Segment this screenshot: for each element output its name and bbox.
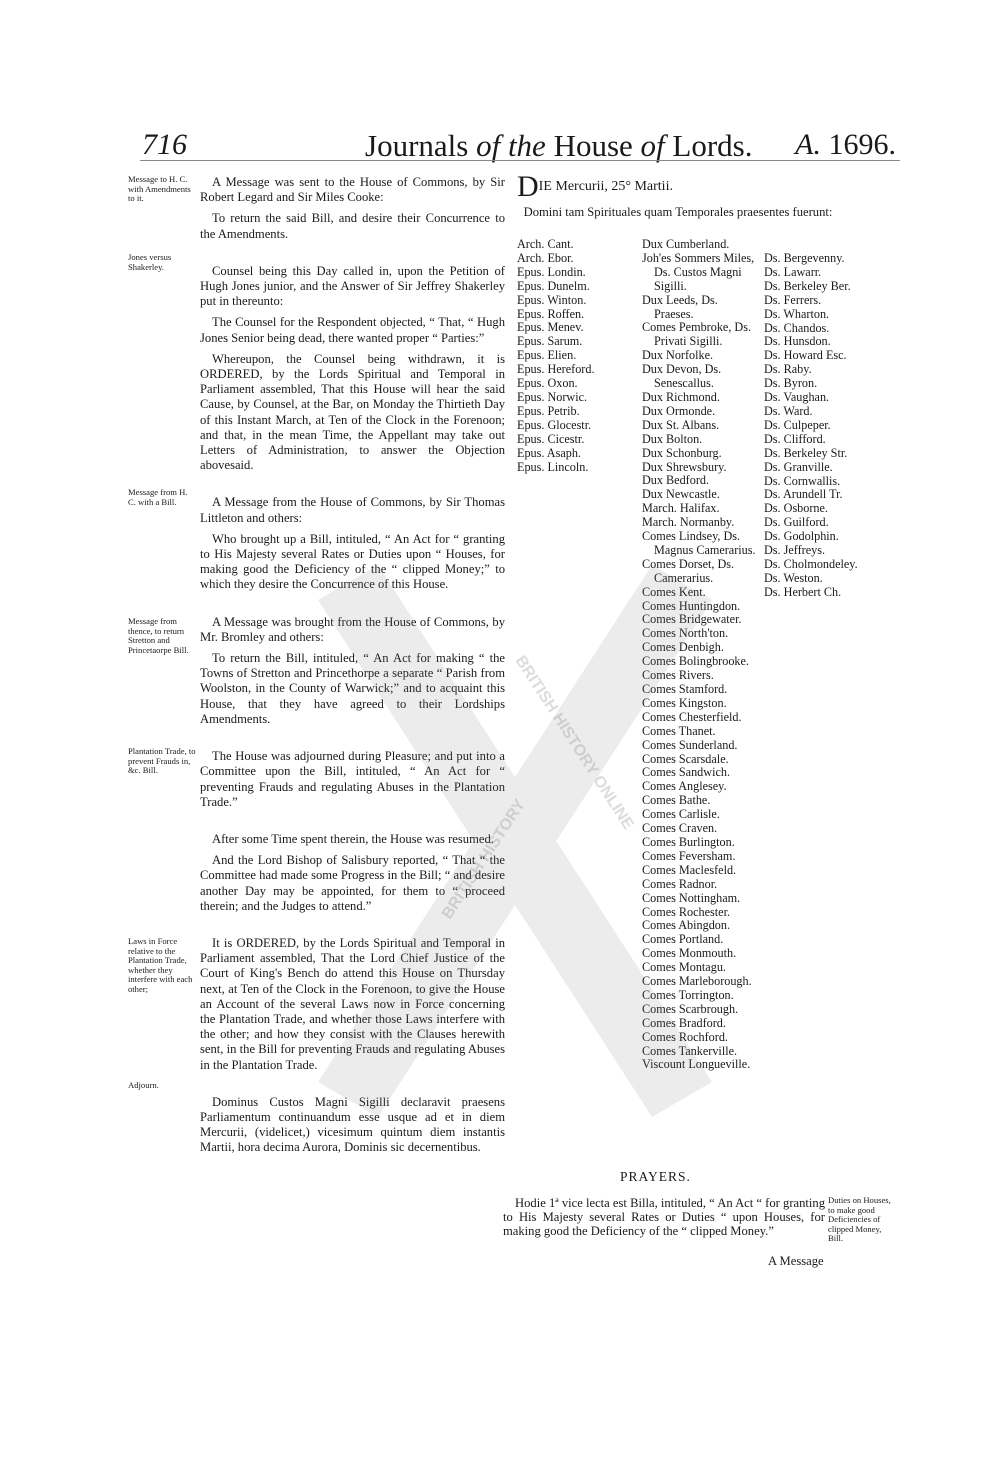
name-entry: Comes Radnor. bbox=[642, 876, 718, 891]
name-entry: Dux Cumberland. bbox=[642, 237, 730, 251]
name-entry: Ds. Godolphin. bbox=[764, 529, 839, 544]
name-entry: Comes Bolingbrooke. bbox=[642, 654, 749, 669]
name-entry: Ds. Clifford. bbox=[764, 431, 826, 446]
name-entry: Dux St. Albans. bbox=[642, 417, 720, 432]
name-entry: Comes Carlisle. bbox=[642, 807, 720, 822]
paragraph: And the Lord Bishop of Salisbury reported, “ That “ the Committee had made some Progress in the Bill; “ and desire another Day may be appointed, for them to “ proceed therein; and the Judges to attend.” bbox=[200, 853, 505, 913]
margin-note: Plantation Trade, to prevent Frauds in, &c. Bill. bbox=[128, 746, 196, 775]
barons-column bbox=[764, 252, 858, 600]
name-entry: Ds. Herbert Ch. bbox=[764, 584, 842, 599]
name-entry: Comes Montagu. bbox=[642, 960, 726, 975]
name-entry: Ds. Chandos. bbox=[764, 320, 830, 335]
name-entry: Comes Rochester. bbox=[642, 904, 731, 919]
name-entry: Ds. Raby. bbox=[764, 362, 812, 377]
name-entry: Ds. Custos Magni bbox=[654, 264, 742, 279]
page-header bbox=[0, 128, 992, 178]
name-entry: Ds. Jeffreys. bbox=[764, 543, 826, 558]
name-entry: Dux Norfolke. bbox=[642, 348, 714, 363]
name-entry: Magnus Camerarius. bbox=[654, 542, 756, 557]
paragraph: Who brought up a Bill, intituled, “ An Act for “ granting to His Majesty several Rates or Duties upon “ Houses, for making good the Deficiency of the “ clipped Money;” to which they desire the Concurrence of this House. bbox=[200, 531, 505, 592]
name-entry: Comes Burlington. bbox=[642, 834, 735, 849]
paragraph: A Message was sent to the House of Commons, by Sir Robert Legard and Sir Miles Cooke: bbox=[200, 175, 505, 205]
name-entry: Epus. Asaph. bbox=[517, 445, 581, 460]
paragraph: It is ORDERED, by the Lords Spiritual and Temporal in Parliament assembled, That the Lord Chief Justice of the Court of King's Bench do attend this House on Thursday next, at Ten of the Clock in the Forenoon, to give the House an Account of the several Laws now in Force concerning the Plantation Trade, and whether those Laws interfere with the other; and how they consist with the Clauses herewith sent, in the Bill for preventing Frauds and regulating Abuses in the Plantation Trade. bbox=[200, 935, 505, 1072]
name-entry: Comes Anglesey. bbox=[642, 779, 727, 794]
name-entry: Praeses. bbox=[654, 306, 694, 321]
paragraph: To return the Bill, intituled, “ An Act for making “ the Towns of Stretton and Princethorpe a separate “ Parish from Woolston, in the County of Warwick;” and to acquaint this House, that they have agreed to their Lordships Amendments. bbox=[200, 651, 505, 726]
name-entry: Ds. Wharton. bbox=[764, 306, 830, 321]
name-entry: Comes Thanet. bbox=[642, 723, 716, 738]
name-entry: Epus. Petrib. bbox=[517, 403, 580, 418]
margin-note: Message from H. C. with a Bill. bbox=[128, 487, 188, 507]
paragraph: The House was adjourned during Pleasure; and put into a Committee upon the Bill, intituled, “ An Act for “ preventing Frauds and regulating Abuses in the Plantation Trade.” bbox=[200, 749, 505, 809]
paragraph: A Message was brought from the House of Commons, by Mr. Bromley and others: bbox=[200, 614, 505, 644]
name-entry: Comes Sunderland. bbox=[642, 737, 738, 752]
name-entry: Dux Newcastle. bbox=[642, 487, 720, 502]
name-entry: Comes Marleborough. bbox=[642, 974, 752, 989]
hodie-paragraph: Hodie 1ª vice lecta est Billa, intituled, “ An Act “ for granting to His Majesty several Rates or Duties “ upon Houses, for making good the Deficiency of the “ clipped Money.” bbox=[503, 1196, 825, 1239]
name-entry: Ds. Hunsdon. bbox=[764, 334, 831, 349]
name-entry: Comes North'ton. bbox=[642, 626, 729, 641]
name-entry: Dux Bolton. bbox=[642, 431, 703, 446]
name-entry: Ds. Granville. bbox=[764, 459, 833, 474]
name-entry: Dux Devon, Ds. bbox=[642, 362, 722, 377]
name-entry: Epus. Winton. bbox=[517, 292, 587, 307]
paragraph: After some Time spent therein, the House was resumed. bbox=[212, 831, 494, 846]
name-entry: Comes Chesterfield. bbox=[642, 709, 742, 724]
prayers-heading: PRAYERS. bbox=[620, 1169, 691, 1184]
name-entry: Ds. Berkeley Ber. bbox=[764, 278, 851, 293]
name-entry: Ds. Howard Esc. bbox=[764, 348, 847, 363]
paragraph: Whereupon, the Counsel being withdrawn, it is ORDERED, by the Lords Spiritual and Temporal in Parliament assembled, That this House will hear the said Cause, by Counsel, at the Bar, on Monday the Thirtieth Day of this Instant March, at Ten of the Clock in the Forenoon; and that, in the mean Time, the Appellant may take out Letters of Administration, to answer the Objection abovesaid. bbox=[200, 351, 505, 473]
name-entry: Arch. Ebor. bbox=[517, 250, 574, 265]
name-entry: Epus. Oxon. bbox=[517, 376, 578, 391]
name-entry: Dux Shrewsbury. bbox=[642, 459, 727, 474]
name-entry: Comes Bathe. bbox=[642, 793, 711, 808]
name-entry: Comes Kent. bbox=[642, 584, 706, 599]
paragraph: Dominus Custos Magni Sigilli declaravit praesens Parliamentum continuandum esse usque ad et in diem Mercurii, (videlicet,) vicesimum quintum diem instantis Martii, hora decima Aurora, Dominis sic decernentibus. bbox=[200, 1094, 505, 1155]
name-entry: Comes Scarbrough. bbox=[642, 1001, 739, 1016]
name-entry: Epus. Cicestr. bbox=[517, 431, 585, 446]
name-entry: Comes Lindsey, Ds. bbox=[642, 529, 741, 544]
name-entry: Senescallus. bbox=[654, 376, 714, 391]
name-entry: Comes Craven. bbox=[642, 821, 718, 836]
name-entry: Comes Nottingham. bbox=[642, 890, 741, 905]
name-entry: Ds. Bergevenny. bbox=[764, 251, 845, 265]
name-entry: Ds. Vaughan. bbox=[764, 390, 830, 405]
name-entry: Dux Bedford. bbox=[642, 473, 710, 488]
name-entry: Comes Monmouth. bbox=[642, 946, 737, 961]
name-entry: Epus. Elien. bbox=[517, 348, 577, 363]
year: A. 1696. bbox=[795, 128, 896, 161]
name-entry: Ds. Culpeper. bbox=[764, 417, 831, 432]
paragraph: A Message from the House of Commons, by Sir Thomas Littleton and others: bbox=[200, 495, 505, 525]
name-entry: Camerarius. bbox=[654, 570, 714, 585]
name-entry: Comes Sandwich. bbox=[642, 765, 731, 780]
paragraph: To return the said Bill, and desire their Concurrence to the Amendments. bbox=[200, 211, 505, 241]
right-margin-note: Duties on Houses, to make good Deficiencies of clipped Money, Bill. bbox=[828, 1195, 891, 1243]
name-entry: Ds. Lawarr. bbox=[764, 264, 822, 279]
margin-note: Laws in Force relative to the Plantation Trade, whether they interfere with each other; bbox=[128, 936, 193, 994]
dukes-earls-column bbox=[642, 238, 756, 1072]
name-entry: Epus. Roffen. bbox=[517, 306, 585, 321]
name-entry: Sigilli. bbox=[654, 278, 687, 293]
name-entry: Dux Leeds, Ds. bbox=[642, 292, 718, 307]
name-entry: Comes Bradford. bbox=[642, 1015, 726, 1030]
name-entry: Comes Huntingdon. bbox=[642, 598, 741, 613]
name-entry: Epus. Glocestr. bbox=[517, 417, 592, 432]
name-entry: Ds. Cornwallis. bbox=[764, 473, 841, 488]
name-entry: Comes Dorset, Ds. bbox=[642, 556, 735, 571]
name-entry: Epus. Lincoln. bbox=[517, 459, 589, 474]
name-entry: Comes Rochford. bbox=[642, 1029, 728, 1044]
name-entry: Comes Feversham. bbox=[642, 848, 736, 863]
margin-note: Message to H. C. with Amendments to it. bbox=[128, 174, 191, 203]
name-entry: Comes Rivers. bbox=[642, 668, 714, 683]
name-entry: Ds. Guilford. bbox=[764, 515, 829, 530]
name-entry: Ds. Berkeley Str. bbox=[764, 445, 848, 460]
name-entry: Comes Maclesfeld. bbox=[642, 862, 737, 877]
name-entry: Epus. Menev. bbox=[517, 320, 584, 335]
margin-note: Adjourn. bbox=[128, 1080, 159, 1090]
name-entry: Epus. Londin. bbox=[517, 264, 586, 279]
name-entry: Epus. Sarum. bbox=[517, 334, 583, 349]
name-entry: Ds. Ward. bbox=[764, 403, 813, 418]
name-entry: Comes Kingston. bbox=[642, 695, 727, 710]
domini-line: Domini tam Spirituales quam Temporales praesentes fuerunt: bbox=[523, 205, 833, 219]
name-entry: Comes Bridgewater. bbox=[642, 612, 742, 627]
name-entry: Comes Denbigh. bbox=[642, 640, 724, 655]
name-entry: Comes Portland. bbox=[642, 932, 724, 947]
name-entry: Dux Schonburg. bbox=[642, 445, 722, 460]
header-rule bbox=[140, 160, 900, 161]
name-entry: Dux Ormonde. bbox=[642, 403, 716, 418]
name-entry: Privati Sigilli. bbox=[654, 334, 723, 349]
name-entry: Epus. Dunelm. bbox=[517, 278, 590, 293]
name-entry: Ds. Arundell Tr. bbox=[764, 487, 843, 502]
name-entry: Comes Torrington. bbox=[642, 987, 734, 1002]
die-heading: DIE Mercurii, 25° Martii. bbox=[517, 170, 673, 203]
name-entry: Ds. Cholmondeley. bbox=[764, 556, 858, 571]
name-entry: Ds. Ferrers. bbox=[764, 292, 822, 307]
name-entry: Comes Abingdon. bbox=[642, 918, 731, 933]
paragraph: The Counsel for the Respondent objected, “ That, “ Hugh Jones Senior being dead, there wanted proper “ Parties:” bbox=[200, 315, 505, 345]
name-entry: Epus. Hereford. bbox=[517, 362, 595, 377]
watermark-text: BRITISH HISTORY ONLINE bbox=[511, 652, 637, 833]
margin-note: Jones versus Shakerley. bbox=[128, 252, 172, 272]
name-entry: Comes Tankerville. bbox=[642, 1043, 738, 1058]
name-entry: Ds. Osborne. bbox=[764, 501, 828, 516]
name-entry: Dux Richmond. bbox=[642, 389, 720, 404]
name-entry: March. Normanby. bbox=[642, 515, 735, 530]
name-entry: Comes Stamford. bbox=[642, 682, 728, 696]
page-number: 716 bbox=[142, 128, 187, 161]
name-entry: Viscount Longueville. bbox=[642, 1057, 751, 1072]
left-column bbox=[200, 175, 505, 1162]
name-entry: Epus. Norwic. bbox=[517, 389, 588, 404]
name-entry: Comes Scarsdale. bbox=[642, 751, 729, 766]
watermark-text: BRITISH HISTORY bbox=[439, 796, 529, 923]
name-entry: Comes Pembroke, Ds. bbox=[642, 320, 752, 335]
name-entry: Ds. Byron. bbox=[764, 376, 818, 391]
lords-spiritual-column bbox=[517, 238, 595, 474]
catchword: A Message bbox=[768, 1254, 824, 1268]
name-entry: Arch. Cant. bbox=[517, 237, 574, 251]
margin-note: Message from thence, to return Stretton and Princetaorpe Bill. bbox=[128, 616, 189, 655]
paragraph: Counsel being this Day called in, upon the Petition of Hugh Jones junior, and the Answer of Sir Jeffrey Shakerley put in thereunto: bbox=[200, 263, 505, 309]
name-entry: Ds. Weston. bbox=[764, 570, 823, 585]
running-title: Journals of the House of Lords. bbox=[365, 128, 753, 163]
name-entry: Joh'es Sommers Miles, bbox=[642, 250, 755, 265]
name-entry: March. Halifax. bbox=[642, 501, 720, 516]
